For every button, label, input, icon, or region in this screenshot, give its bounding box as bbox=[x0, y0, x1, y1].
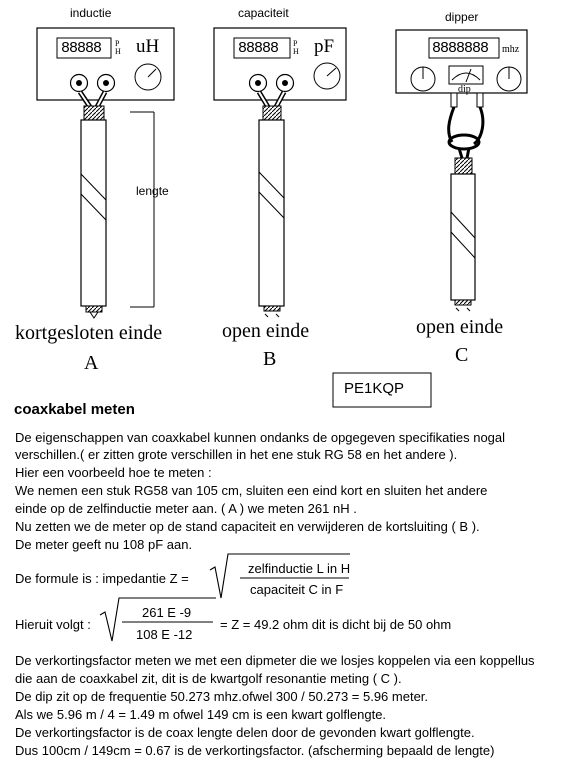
text-line: verschillen.( er zitten grote verschillen in het ene stuk RG 58 en het andere ). bbox=[15, 447, 458, 462]
length-label: lengte bbox=[136, 184, 169, 198]
callsign: PE1KQP bbox=[344, 380, 405, 397]
caption-b: open einde bbox=[222, 320, 310, 342]
text-line: Nu zetten we de meter op de stand capaciteit en verwijderen de kortsluiting ( B ). bbox=[15, 519, 480, 534]
letter-c: C bbox=[455, 344, 469, 366]
dip-label: dip bbox=[458, 84, 471, 95]
inductance-unit: uH bbox=[136, 36, 160, 57]
frequency-display: 8888888 bbox=[432, 40, 489, 57]
formula-denominator: 108 E -12 bbox=[136, 627, 193, 642]
formula-numerator: 261 E -9 bbox=[142, 605, 192, 620]
coax-cable-c bbox=[451, 158, 475, 311]
text-line: We nemen een stuk RG58 van 105 cm, sluiten een eind kort en sluiten het andere bbox=[15, 483, 488, 498]
capacitance-display: 88888 bbox=[238, 40, 279, 57]
capacitance-unit: pF bbox=[314, 36, 335, 57]
formula-prefix: De formule is : impedantie Z = bbox=[15, 571, 189, 586]
section-heading: coaxkabel meten bbox=[14, 401, 135, 418]
dipper-title: dipper bbox=[445, 10, 479, 24]
text-line: De eigenschappen van coaxkabel kunnen ondanks de opgegeven specifikaties nogal bbox=[15, 430, 506, 445]
inductance-meter-title: inductie bbox=[70, 6, 112, 20]
formula-numerator: zelfinductie L in H bbox=[248, 561, 351, 576]
coax-cable-b bbox=[259, 106, 284, 317]
capacitance-meter-title: capaciteit bbox=[238, 6, 289, 20]
coupling-loop bbox=[449, 107, 483, 158]
text-line: Als we 5.96 m / 4 = 1.49 m ofwel 149 cm is een kwart golflengte. bbox=[15, 707, 387, 722]
text-line: einde op de zelfinductie meter aan. ( A ) we meten 261 nH . bbox=[15, 501, 357, 516]
letter-b: B bbox=[263, 348, 277, 370]
text-line: Dus 100cm / 149cm = 0.67 is de verkortingsfactor. (afscherming bepaald de lengte) bbox=[15, 743, 495, 758]
frequency-unit: mhz bbox=[502, 44, 520, 55]
range-indicator: P H bbox=[293, 39, 299, 56]
coax-cable-a bbox=[81, 106, 106, 318]
text-line: De meter geeft nu 108 pF aan. bbox=[15, 537, 193, 552]
formula-prefix: Hieruit volgt : bbox=[15, 617, 91, 632]
caption-a: kortgesloten einde bbox=[15, 322, 163, 344]
formula-result: = Z = 49.2 ohm dit is dicht bij de 50 ohm bbox=[220, 617, 452, 632]
letter-a: A bbox=[84, 352, 99, 374]
text-line: De verkortingsfactor meten we met een dipmeter die we losjes koppelen via een koppellus bbox=[15, 653, 535, 668]
length-bracket bbox=[130, 112, 154, 307]
caption-c: open einde bbox=[416, 316, 504, 338]
inductance-display: 88888 bbox=[61, 40, 102, 57]
text-line: De dip zit op de frequentie 50.273 mhz.ofwel 300 / 50.273 = 5.96 meter. bbox=[15, 689, 429, 704]
text-line: die aan de coaxkabel zit, dit is de kwartgolf resonantie meting ( C ). bbox=[15, 671, 402, 686]
formula-denominator: capaciteit C in F bbox=[250, 582, 344, 597]
range-indicator: P H bbox=[115, 39, 121, 56]
text-line: De verkortingsfactor is de coax lengte delen door de gevonden kwart golflengte. bbox=[15, 725, 475, 740]
text-line: Hier een voorbeeld hoe te meten : bbox=[15, 465, 212, 480]
